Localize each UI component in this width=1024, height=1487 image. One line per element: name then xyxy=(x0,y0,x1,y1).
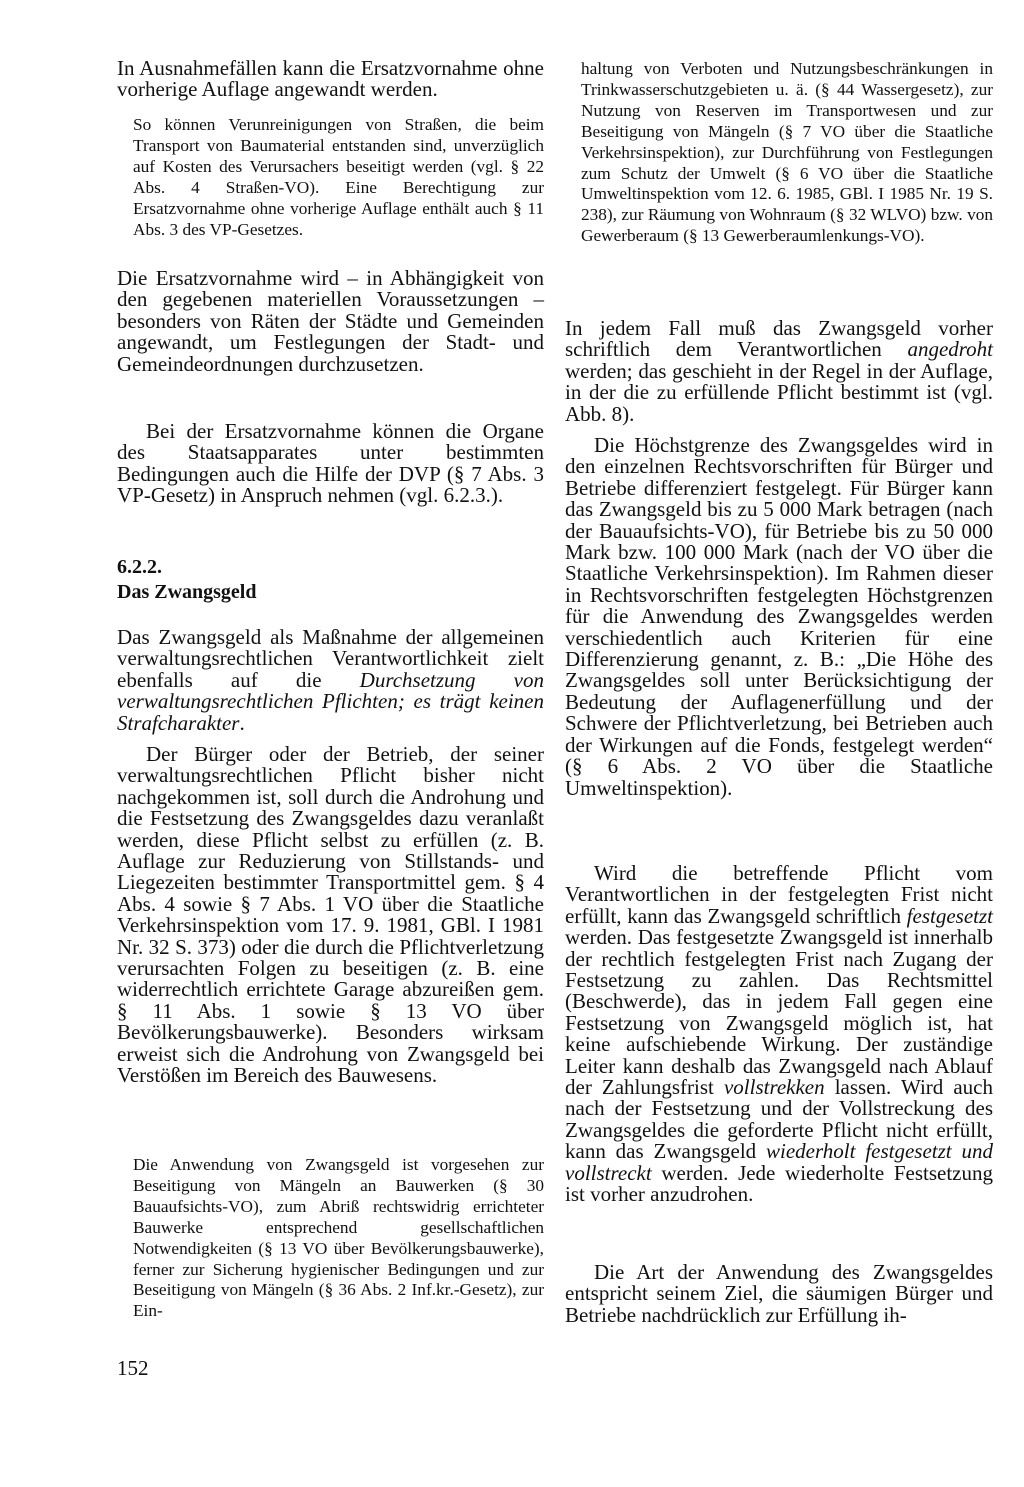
page-number: 152 xyxy=(117,1356,149,1380)
section-number: 6.2.2. xyxy=(117,556,162,578)
paragraph-zwangsgeld-intro xyxy=(117,627,544,734)
androhung-end: werden; das geschieht in der Regel in der Auflage, in der die zu erfüllende Pflicht bestimmt ist (vgl. Abb. 8). xyxy=(565,358,993,426)
festsetzung-c: werden. Das festgesetzte Zwangsgeld ist innerhalb der rechtlich festgelegten Frist nach Zugang der Festsetzung zu zahlen. Das Rechtsmittel (Beschwerde), das in jedem Fall gegen eine Festsetzung von Zwangsgeld möglich ist, hat keine aufschiebende Wirkung. Der zuständige Leiter kann deshalb das Zwangsgeld nach Ablauf der Zahlungsfrist xyxy=(565,925,993,1100)
paragraph-hoechstgrenze: Die Höchstgrenze des Zwangsgeldes wird in den einzelnen Rechtsvorschriften für Bürger und Betriebe differenziert festgelegt. Für Bürger kann das Zwangsgeld bis zu 5 000 Mark betragen (nach der Bauaufsichts-VO), für Betriebe bis zu 50 000 Mark bzw. 100 000 Mark (nach der VO über die Staatliche Verkehrsinspektion). Im Rahmen dieser in Rechtsvorschriften festgelegten Höchstgrenzen für die Anwendung des Zwangsgeldes werden verschiedentlich auch Kriterien für eine Differenzierung genannt, z. B.: „Die Höhe des Zwangsgeldes soll unter Berücksichtigung der Bedeutung der Auflagenerfüllung und der Schwere der Pflichtverletzung, bei Betrieben auch der Wirkungen auf die Fonds, festgelegt werden“ (§ 6 Abs. 2 VO über die Staatliche Umweltinspektion). xyxy=(565,433,993,800)
paragraph-ersatzvornahme: Die Ersatzvornahme wird – in Abhängigkeit von den gegebenen materiellen Voraussetzungen – besonders von Räten der Städte und Gemeinden angewandt, um Festlegungen der Stadt- und Gemeindeordnungen durchzusetzen. xyxy=(117,266,544,376)
festsetzung-b: festgesetzt xyxy=(906,903,993,928)
intro-end: . xyxy=(239,710,245,735)
paragraph-ausnahmefaelle: In Ausnahmefällen kann die Ersatzvornahme ohne vorherige Auflage angewandt werden. xyxy=(117,56,544,102)
section-title: Das Zwangsgeld xyxy=(117,581,257,603)
paragraph-art-der-anwendung: Die Art der Anwendung des Zwangsgeldes entspricht seinem Ziel, die säumigen Bürger und Betriebe nachdrücklich zur Erfüllung ih- xyxy=(565,1260,993,1327)
festsetzung-a: Wird die betreffende Pflicht vom Verantwortlichen in der festgelegten Frist nicht erfüllt, kann das Zwangsgeld schriftlich xyxy=(565,861,993,928)
intro-italic: Durchsetzung von verwaltungsrechtlichen Pflichten; es trägt keinen Strafcharakter xyxy=(117,667,544,735)
festsetzung-f: wiederholt festgesetzt und vollstreckt xyxy=(565,1139,993,1185)
androhung-italic: angedroht xyxy=(907,337,993,362)
note-continuation: haltung von Verboten und Nutzungsbeschränkungen in Trinkwasserschutzgebieten u. ä. (§ 44 Wassergesetz), zur Nutzung von Reserven im Transportwesen und zur Beseitigung von Mängeln (§ 7 VO über die Staatliche Verkehrsinspektion), zur Durchführung von Festlegungen zum Schutz der Umwelt (§ 6 VO über die Staatliche Umweltinspektion vom 12. 6. 1985, GBl. I 1985 Nr. 19 S. 238), zur Räumung von Wohnraum (§ 32 WLVO) bzw. von Gewerberaum (§ 13 Gewerberaumlenkungs-VO). xyxy=(581,59,993,246)
festsetzung-d: vollstrekken xyxy=(723,1075,825,1100)
paragraph-festsetzung xyxy=(565,863,993,1206)
note-verunreinigungen: So können Verunreinigungen von Straßen, die beim Transport von Baumaterial entstanden sind, unverzüglich auf Kosten des Verursachers beseitigt werden (vgl. § 22 Abs. 4 Straßen-VO). Eine Berechtigung zur Ersatzvornahme ohne vorherige Auflage enthält auch § 11 Abs. 3 des VP-Gesetzes. xyxy=(133,115,544,239)
paragraph-dvp-hilfe: Bei der Ersatzvornahme können die Organe des Staatsapparates unter bestimmten Bedingungen auch die Hilfe der DVP (§ 7 Abs. 3 VP-Gesetz) in Anspruch nehmen (vgl. 6.2.3.). xyxy=(117,419,544,508)
paragraph-buerger-betrieb: Der Bürger oder der Betrieb, der seiner verwaltungsrechtlichen Pflicht bisher nicht nachgekommen ist, soll durch die Androhung und die Festsetzung des Zwangsgeldes dazu veranlaßt werden, diese Pflicht selbst zu erfüllen (z. B. Auflage zur Reduzierung von Stillstands- und Liegezeiten bestimmter Transportmittel gem. § 4 Abs. 4 sowie § 7 Abs. 1 VO über die Staatliche Verkehrsinspektion vom 17. 9. 1981, GBl. I 1981 Nr. 32 S. 373) oder die durch die Pflichtverletzung verursachten Folgen zu beseitigen (z. B. eine widerrechtlich errichtete Garage abzureißen gem. § 11 Abs. 1 sowie § 13 VO über Bevölkerungsbauwerke). Besonders wirksam erweist sich die Androhung von Zwangsgeld bei Verstößen im Bereich des Bauwesens. xyxy=(117,742,544,1088)
androhung-text: In jedem Fall muß das Zwangsgeld vorher schriftlich dem Verantwortlichen xyxy=(565,316,993,362)
festsetzung-g: werden. Jede wiederholte Festsetzung ist vorher anzudrohen. xyxy=(565,1160,993,1207)
festsetzung-e: lassen. Wird auch nach der Festsetzung und der Vollstreckung des Zwangsgeldes die geforderte Pflicht nicht erfüllt, kann das Zwangsgeld xyxy=(565,1075,994,1164)
paragraph-androhung xyxy=(565,318,993,425)
note-anwendung-zwangsgeld: Die Anwendung von Zwangsgeld ist vorgesehen zur Beseitigung von Mängeln an Bauwerken (§ 30 Bauaufsichts-VO), zum Abriß rechtswidrig errichteter Bauwerke entsprechend gesellschaftlichen Notwendigkeiten (§ 13 VO über Bevölkerungsbauwerke), ferner zur Sicherung hygienischer Bedingungen und zur Beseitigung von Mängeln (§ 36 Abs. 2 Inf.kr.-Gesetz), zur Ein- xyxy=(133,1155,544,1321)
intro-text: Das Zwangsgeld als Maßnahme der allgemeinen verwaltungsrechtlichen Verantwortlichkeit zielt ebenfalls auf die xyxy=(117,625,544,692)
